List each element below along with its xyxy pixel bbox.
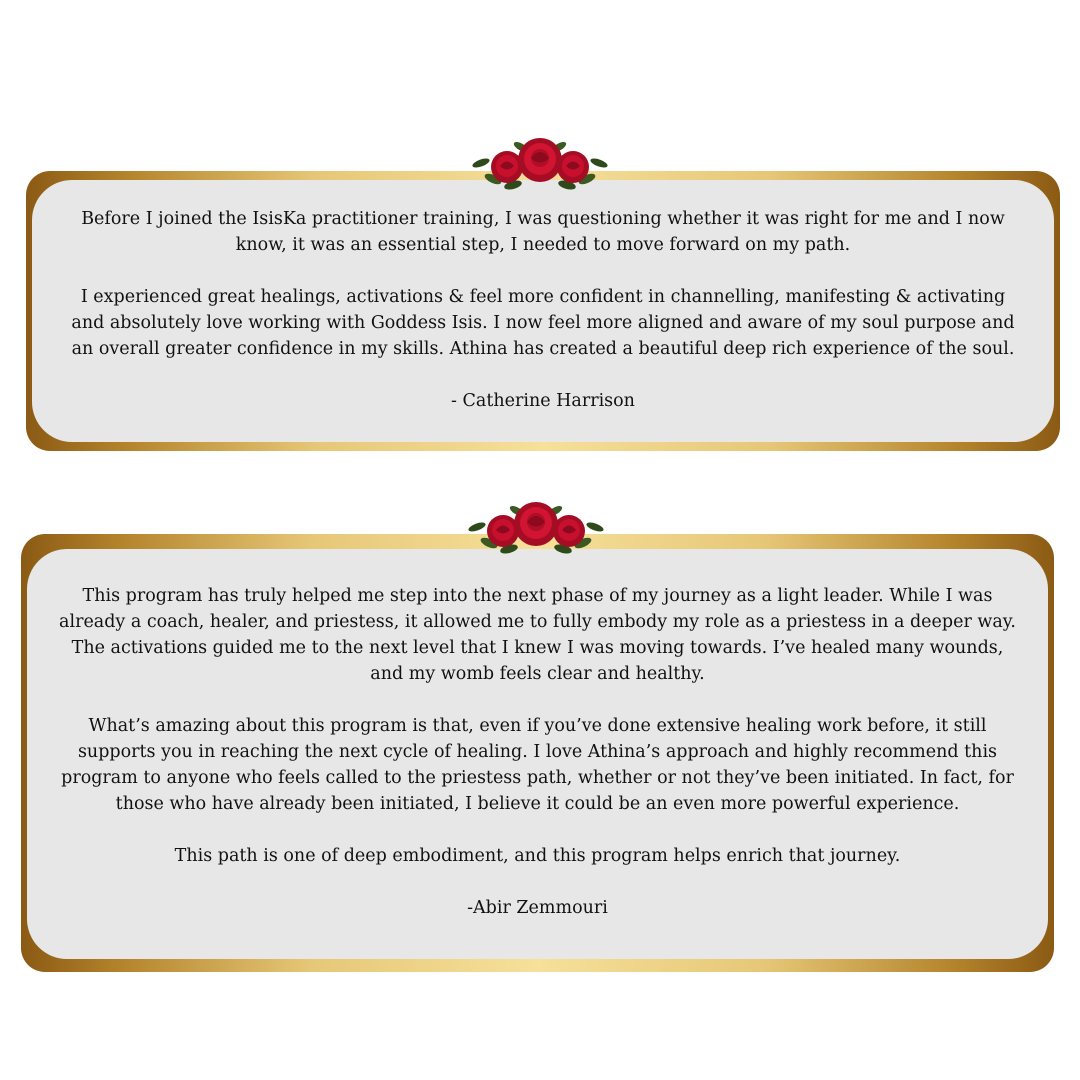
testimonial-author: - Catherine Harrison (451, 391, 635, 411)
testimonial-card-1 (26, 171, 1060, 451)
testimonial-paragraph: What’s amazing about this program is that, even if you’ve done extensive healing work before, it still supports you in reaching the next cycle of healing. I love Athina’s approach and highly recommend this program to anyone who feels called to the priestess path, whether or not they’ve been initiated. In fact, for those who have already been initiated, I believe it could be an even more powerful experience. (61, 716, 1014, 814)
testimonial-card-2 (21, 534, 1054, 972)
testimonial-paragraph: This program has truly helped me step into the next phase of my journey as a light leader. While I was already a coach, healer, and priestess, it allowed me to fully embody my role as a priestess in a deeper way. The activations guided me to the next level that I knew I was moving towards. I’ve healed many wounds, and my womb feels clear and healthy. (59, 586, 1016, 684)
rose-ornament-group (467, 502, 604, 555)
testimonial-paragraph: Before I joined the IsisKa practitioner training, I was questioning whether it was right for me and I now know, it was an essential step, I needed to move forward on my path. (81, 209, 1005, 255)
rose-ornament-group (471, 138, 608, 191)
testimonial-author: -Abir Zemmouri (467, 898, 608, 918)
red-roses-icon (471, 133, 609, 193)
testimonial-paragraph: This path is one of deep embodiment, and this program helps enrich that journey. (174, 846, 901, 866)
testimonial-card-2-body (27, 549, 1048, 959)
testimonial-paragraph: I experienced great healings, activations & feel more confident in channelling, manifesting & activating and absolutely love working with Goddess Isis. I now feel more aligned and aware of my soul purpose and an overall greater confidence in my skills. Athina has created a beautiful deep rich experience of the soul. (71, 287, 1015, 359)
red-roses-icon (467, 497, 605, 557)
testimonial-card-1-body (32, 180, 1054, 442)
